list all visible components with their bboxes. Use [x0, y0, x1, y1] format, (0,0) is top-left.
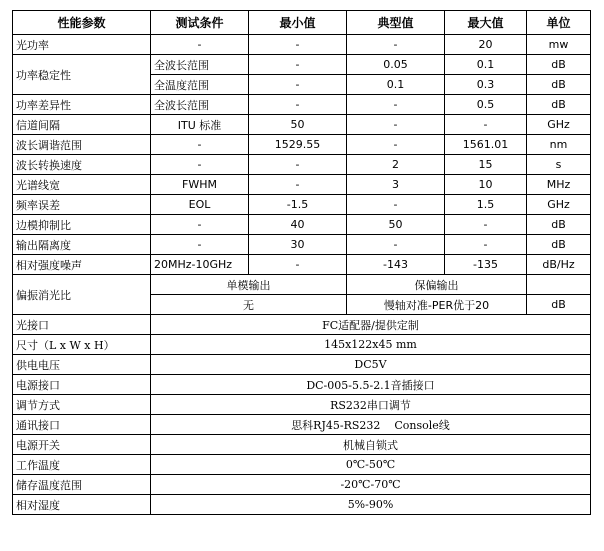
cell-unit: dB	[527, 75, 591, 95]
param-label: 光谱线宽	[13, 175, 151, 195]
cell-min: -	[249, 175, 347, 195]
cell-typ: 0.05	[347, 55, 445, 75]
cell-min: -	[249, 95, 347, 115]
cell-min: -	[249, 255, 347, 275]
cell-min: 40	[249, 215, 347, 235]
cell-max: -	[445, 215, 527, 235]
cell-condition: -	[151, 155, 249, 175]
header-min: 最小值	[249, 11, 347, 35]
table-row	[13, 455, 591, 475]
param-label: 边模抑制比	[13, 215, 151, 235]
cell-unit: dB/Hz	[527, 255, 591, 275]
cell-typ: -	[347, 135, 445, 155]
cell-typ: 2	[347, 155, 445, 175]
cell-max: 1561.01	[445, 135, 527, 155]
cell-unit-empty	[527, 275, 591, 295]
cell-max: 20	[445, 35, 527, 55]
cell-value: 思科RJ45-RS232 Console线	[151, 415, 591, 435]
cell-typ: 3	[347, 175, 445, 195]
param-label: 储存温度范围	[13, 475, 151, 495]
cell-typ: -	[347, 235, 445, 255]
cell-min: 1529.55	[249, 135, 347, 155]
cell-unit: mw	[527, 35, 591, 55]
cell-min: 50	[249, 115, 347, 135]
table-row	[13, 55, 591, 75]
cell-max: 15	[445, 155, 527, 175]
table-row	[13, 255, 591, 275]
table-row	[13, 175, 591, 195]
cell-max: 0.3	[445, 75, 527, 95]
table-row	[13, 435, 591, 455]
cell-typ: -	[347, 95, 445, 115]
param-label: 相对强度噪声	[13, 255, 151, 275]
cell-condition: 20MHz-10GHz	[151, 255, 249, 275]
cell-unit: s	[527, 155, 591, 175]
per-pm-value: 慢轴对准-PER优于20	[347, 295, 527, 315]
cell-condition: ITU 标准	[151, 115, 249, 135]
cell-max: -	[445, 115, 527, 135]
cell-unit: dB	[527, 235, 591, 255]
table-row	[13, 135, 591, 155]
per-pm-header: 保偏输出	[347, 275, 527, 295]
header-condition: 测试条件	[151, 11, 249, 35]
header-max: 最大值	[445, 11, 527, 35]
cell-typ: 0.1	[347, 75, 445, 95]
param-label: 功率稳定性	[13, 55, 151, 95]
param-label: 相对湿度	[13, 495, 151, 515]
table-row	[13, 475, 591, 495]
param-label: 波长调谐范围	[13, 135, 151, 155]
cell-max: 1.5	[445, 195, 527, 215]
table-row	[13, 35, 591, 55]
cell-value: 0℃-50℃	[151, 455, 591, 475]
table-row	[13, 355, 591, 375]
param-label: 功率差异性	[13, 95, 151, 115]
cell-min: -	[249, 75, 347, 95]
cell-condition: -	[151, 235, 249, 255]
header-typ: 典型值	[347, 11, 445, 35]
cell-unit: dB	[527, 95, 591, 115]
cell-max: -	[445, 235, 527, 255]
param-label: 电源接口	[13, 375, 151, 395]
cell-unit: GHz	[527, 195, 591, 215]
param-label: 波长转换速度	[13, 155, 151, 175]
cell-min: -	[249, 155, 347, 175]
cell-typ: -143	[347, 255, 445, 275]
param-label: 通讯接口	[13, 415, 151, 435]
param-label: 信道间隔	[13, 115, 151, 135]
cell-typ: -	[347, 115, 445, 135]
cell-unit: dB	[527, 55, 591, 75]
table-row	[13, 495, 591, 515]
cell-value: 145x122x45 mm	[151, 335, 591, 355]
cell-value: DC5V	[151, 355, 591, 375]
cell-unit: MHz	[527, 175, 591, 195]
cell-min: -1.5	[249, 195, 347, 215]
table-row	[13, 155, 591, 175]
cell-condition: 全温度范围	[151, 75, 249, 95]
cell-max: -135	[445, 255, 527, 275]
table-row	[13, 375, 591, 395]
param-label: 电源开关	[13, 435, 151, 455]
cell-value: RS232串口调节	[151, 395, 591, 415]
per-sm-header: 单模输出	[151, 275, 347, 295]
param-label: 尺寸（L x W x H）	[13, 335, 151, 355]
param-label: 频率误差	[13, 195, 151, 215]
param-label: 供电电压	[13, 355, 151, 375]
cell-max: 10	[445, 175, 527, 195]
cell-condition: 全波长范围	[151, 55, 249, 75]
cell-condition: FWHM	[151, 175, 249, 195]
table-row	[13, 115, 591, 135]
header-row	[13, 11, 591, 35]
table-row	[13, 315, 591, 335]
header-unit: 单位	[527, 11, 591, 35]
cell-condition: -	[151, 35, 249, 55]
spec-table	[12, 10, 591, 515]
cell-condition: -	[151, 215, 249, 235]
cell-value: FC适配器/提供定制	[151, 315, 591, 335]
cell-unit: GHz	[527, 115, 591, 135]
table-row	[13, 235, 591, 255]
table-row	[13, 195, 591, 215]
table-row	[13, 215, 591, 235]
cell-unit: nm	[527, 135, 591, 155]
cell-min: 30	[249, 235, 347, 255]
cell-unit: dB	[527, 215, 591, 235]
cell-typ: -	[347, 195, 445, 215]
header-parameter: 性能参数	[13, 11, 151, 35]
cell-condition: EOL	[151, 195, 249, 215]
cell-unit: dB	[527, 295, 591, 315]
table-row	[13, 95, 591, 115]
cell-value: 5%-90%	[151, 495, 591, 515]
param-label: 输出隔离度	[13, 235, 151, 255]
param-label: 工作温度	[13, 455, 151, 475]
cell-max: 0.1	[445, 55, 527, 75]
table-row	[13, 395, 591, 415]
per-sm-value: 无	[151, 295, 347, 315]
table-row	[13, 335, 591, 355]
param-label: 偏振消光比	[13, 275, 151, 315]
cell-value: DC-005-5.5-2.1音插接口	[151, 375, 591, 395]
param-label: 调节方式	[13, 395, 151, 415]
cell-min: -	[249, 35, 347, 55]
cell-typ: -	[347, 35, 445, 55]
cell-value: 机械自锁式	[151, 435, 591, 455]
cell-condition: -	[151, 135, 249, 155]
cell-min: -	[249, 55, 347, 75]
cell-value: -20℃-70℃	[151, 475, 591, 495]
table-row	[13, 275, 591, 295]
param-label: 光接口	[13, 315, 151, 335]
param-label: 光功率	[13, 35, 151, 55]
cell-condition: 全波长范围	[151, 95, 249, 115]
table-row	[13, 415, 591, 435]
cell-typ: 50	[347, 215, 445, 235]
cell-max: 0.5	[445, 95, 527, 115]
